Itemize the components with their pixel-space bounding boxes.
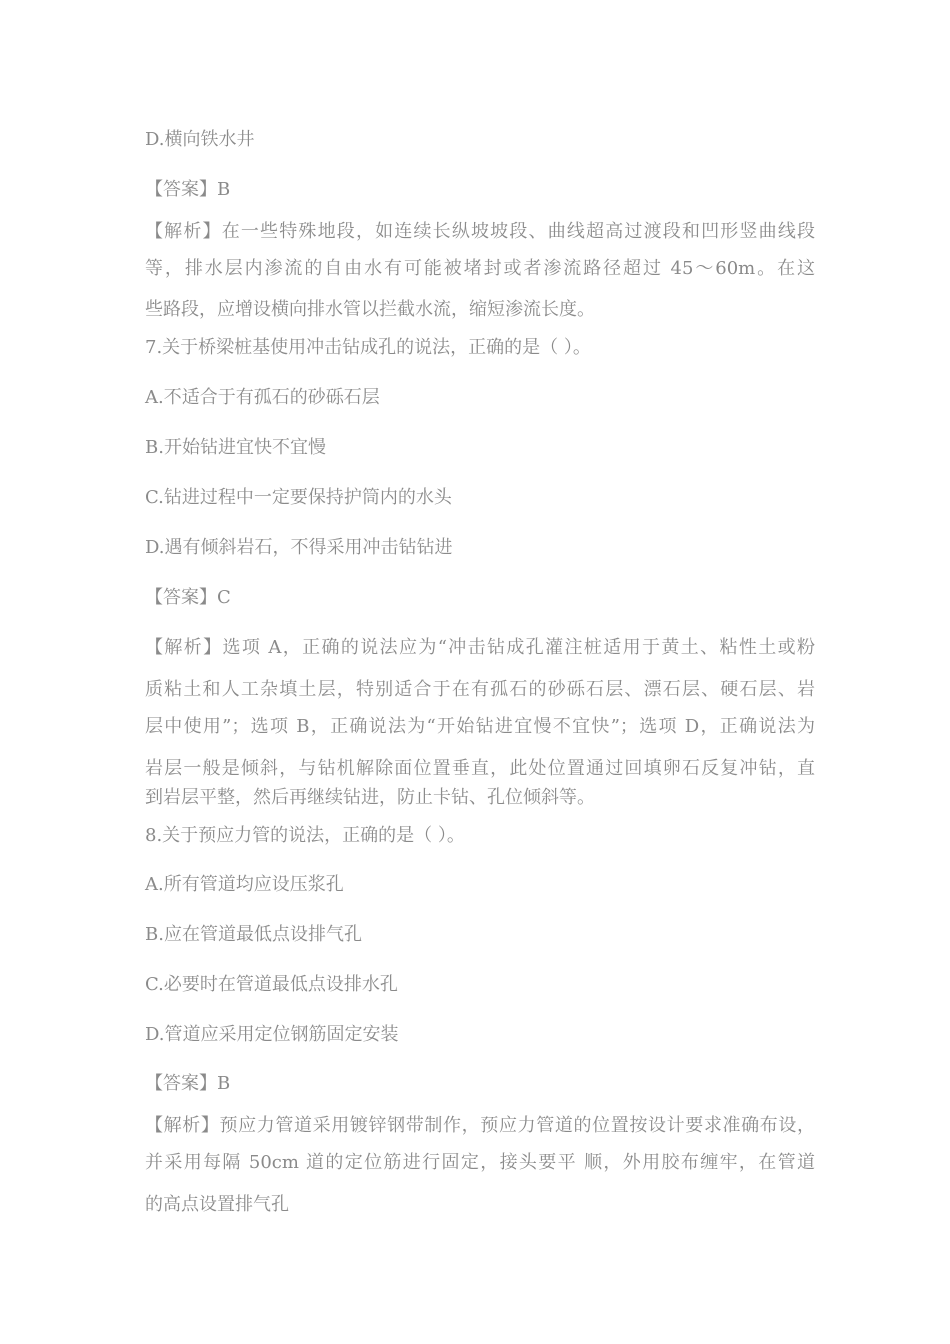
q7-question: 7.关于桥梁桩基使用冲击钻成孔的说法，正确的是（ ）。 [145, 337, 591, 358]
q7-option-c: C.钻进过程中一定要保持护筒内的水头 [145, 487, 452, 508]
q7-option-b: B.开始钻进宜快不宜慢 [145, 437, 326, 458]
q8-option-c: C.必要时在管道最低点设排水孔 [145, 974, 398, 995]
q7-analysis-line: 【解析】选项 A，正确的说法应为“冲击钻成孔灌注桩适用于黄土、粘性土或粉 [145, 637, 815, 658]
q7-analysis-line: 层中使用”；选项 B，正确说法为“开始钻进宜慢不宜快”；选项 D，正确说法为 [145, 716, 815, 737]
q6-option-d: D.横向铁水井 [145, 129, 255, 150]
q6-analysis-line: 等，排水层内渗流的自由水有可能被堵封或者渗流路径超过 45～60m。在这 [145, 258, 815, 279]
q7-option-a: A.不适合于有孤石的砂砾石层 [145, 387, 380, 408]
q7-analysis-line: 到岩层平整，然后再继续钻进，防止卡钻、孔位倾斜等。 [145, 787, 595, 808]
q8-question: 8.关于预应力管的说法，正确的是（ ）。 [145, 825, 465, 846]
q8-option-b: B.应在管道最低点设排气孔 [145, 924, 362, 945]
q8-analysis-line: 【解析】预应力管道采用镀锌钢带制作，预应力管道的位置按设计要求准确布设， [145, 1115, 815, 1136]
q7-answer: 【答案】C [145, 587, 231, 608]
q7-analysis-line: 质粘土和人工杂填土层，特别适合于在有孤石的砂砾石层、漂石层、硬石层、岩 [145, 679, 815, 700]
q8-answer: 【答案】B [145, 1073, 231, 1094]
q7-option-d: D.遇有倾斜岩石，不得采用冲击钻钻进 [145, 537, 453, 558]
q8-option-d: D.管道应采用定位钢筋固定安装 [145, 1024, 399, 1045]
q8-option-a: A.所有管道均应设压浆孔 [145, 874, 344, 895]
q6-answer: 【答案】B [145, 179, 231, 200]
q8-analysis-line: 的高点设置排气孔 [145, 1194, 289, 1215]
q6-analysis-line: 【解析】在一些特殊地段，如连续长纵坡坡段、曲线超高过渡段和凹形竖曲线段 [145, 221, 815, 242]
q6-analysis-line: 些路段，应增设横向排水管以拦截水流，缩短渗流长度。 [145, 299, 595, 320]
q8-analysis-line: 并采用每隔 50cm 道的定位筋进行固定，接头要平 顺，外用胶布缠牢，在管道 [145, 1152, 815, 1173]
q7-analysis-line: 岩层一般是倾斜，与钻机解除面位置垂直，此处位置通过回填卵石反复冲钻，直 [145, 758, 815, 779]
